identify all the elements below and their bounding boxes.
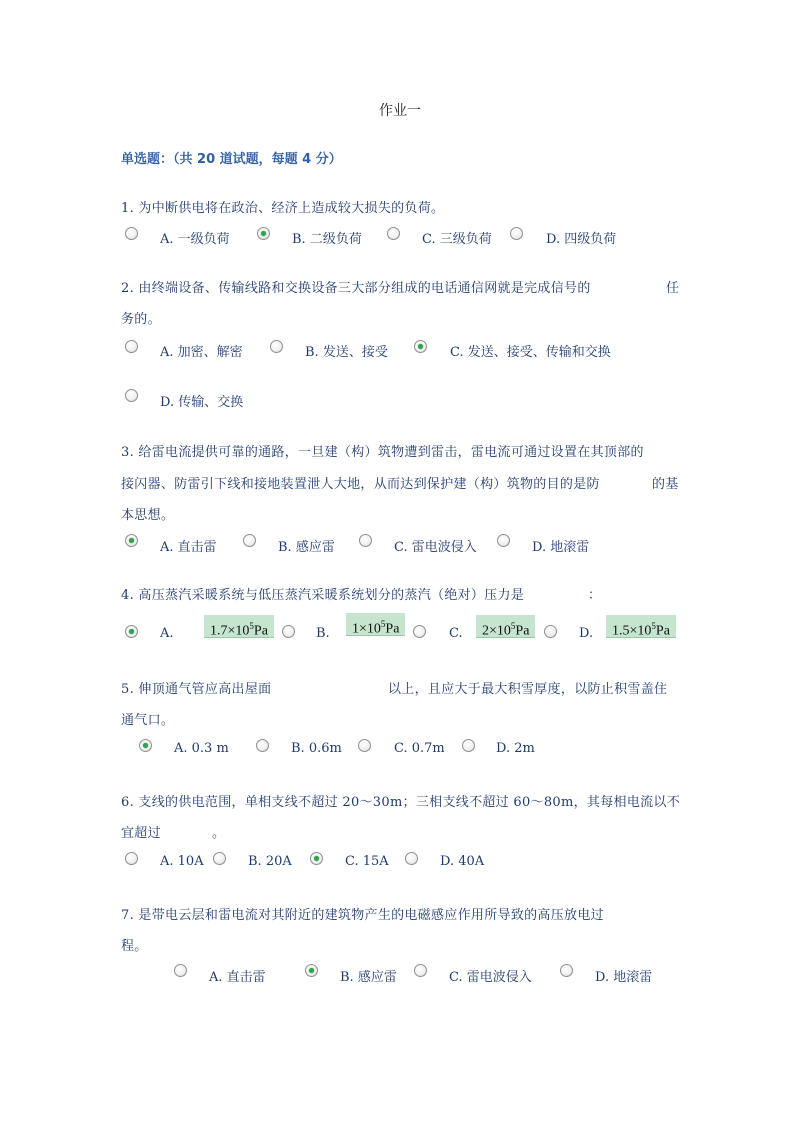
q6-option-c-radio[interactable]: [310, 852, 323, 865]
question-2-text-line2: 务的。: [121, 312, 161, 327]
q7-option-d-label: D. 地滚雷: [595, 970, 653, 985]
q4-option-a-label: A.: [160, 626, 174, 641]
q5-option-b-label: B. 0.6m: [291, 741, 342, 756]
q6-option-d-radio[interactable]: [405, 852, 418, 865]
q6-option-c-label: C. 15A: [345, 854, 389, 869]
page-title: 作业一: [379, 103, 421, 119]
q4-option-a-radio[interactable]: [125, 625, 138, 638]
q5-option-d-radio[interactable]: [462, 739, 475, 752]
q3-option-c-radio[interactable]: [359, 534, 372, 547]
question-6-text-line2: 宜超过: [121, 826, 161, 841]
q5-option-b-radio[interactable]: [256, 739, 269, 752]
question-3-text-line2-end: 的基: [652, 477, 679, 492]
section-heading: 单选题：（共 20 道试题，每题 4 分）: [121, 152, 342, 167]
question-6-text-line1: 6. 支线的供电范围，单相支线不超过 20～30m；三相支线不超过 60～80m，其每相电流以不: [121, 795, 681, 810]
q2-option-a-label: A. 加密、解密: [160, 345, 243, 360]
q4-option-c-label: C.: [449, 626, 463, 641]
q4-option-d-radio[interactable]: [544, 625, 557, 638]
question-6-text-line2-end: 。: [212, 826, 226, 841]
question-3-text-line2: 接闪器、防雷引下线和接地装置泄人大地，从而达到保护建（构）筑物的目的是防: [121, 477, 600, 492]
q5-option-c-label: C. 0.7m: [394, 741, 445, 756]
q2-option-d-radio[interactable]: [125, 389, 138, 402]
question-2-text-line1: 2. 由终端设备、传输线路和交换设备三大部分组成的电话通信网就是完成信号的: [121, 281, 591, 296]
question-5-text-line1-end: 以上，且应大于最大积雪厚度，以防止积雪盖住: [388, 682, 668, 697]
q4-option-b-value: $1\times 10^5Pa$: [346, 613, 405, 636]
q2-option-a-radio[interactable]: [125, 340, 138, 353]
q2-option-c-radio[interactable]: [414, 340, 427, 353]
question-4-colon: ：: [588, 588, 602, 603]
question-3-text-line1: 3. 给雷电流提供可靠的通路，一旦建（构）筑物遭到雷击，雷电流可通过设置在其顶部的: [121, 445, 644, 460]
question-7-text-line2: 程。: [121, 939, 148, 954]
question-7-text-line1: 7. 是带电云层和雷电流对其附近的建筑物产生的电磁感应作用所导致的高压放电过: [121, 908, 604, 923]
q1-option-a-label: A. 一级负荷: [160, 232, 230, 247]
q4-option-d-value: $1.5\times 10^5Pa$: [606, 615, 676, 638]
q1-option-d-radio[interactable]: [510, 227, 523, 240]
q2-option-c-label: C. 发送、接受、传输和交换: [450, 345, 611, 360]
q3-option-a-radio[interactable]: [125, 534, 138, 547]
q2-option-d-label: D. 传输、交换: [160, 395, 244, 410]
q6-option-a-radio[interactable]: [125, 852, 138, 865]
q2-option-b-label: B. 发送、接受: [305, 345, 388, 360]
q6-option-b-label: B. 20A: [248, 854, 292, 869]
q1-option-b-radio[interactable]: [257, 227, 270, 240]
q7-option-b-radio[interactable]: [305, 964, 318, 977]
q3-option-a-label: A. 直击雷: [160, 540, 217, 555]
q1-option-c-label: C. 三级负荷: [422, 232, 492, 247]
q7-option-d-radio[interactable]: [560, 964, 573, 977]
q3-option-d-label: D. 地滚雷: [532, 540, 590, 555]
q1-option-b-label: B. 二级负荷: [292, 232, 362, 247]
q2-option-b-radio[interactable]: [270, 340, 283, 353]
q4-option-c-value: $2\times 10^5Pa$: [476, 615, 535, 638]
q5-option-a-label: A. 0.3 m: [174, 741, 229, 756]
q1-option-c-radio[interactable]: [387, 227, 400, 240]
q4-option-c-radio[interactable]: [413, 625, 426, 638]
q3-option-c-label: C. 雷电波侵入: [394, 540, 477, 555]
q7-option-b-label: B. 感应雷: [340, 970, 397, 985]
q3-option-d-radio[interactable]: [497, 534, 510, 547]
question-5-text-line2: 通气口。: [121, 713, 175, 728]
q5-option-c-radio[interactable]: [358, 739, 371, 752]
q1-option-a-radio[interactable]: [125, 227, 138, 240]
q3-option-b-label: B. 感应雷: [278, 540, 335, 555]
q4-option-b-radio[interactable]: [282, 625, 295, 638]
q5-option-a-radio[interactable]: [139, 739, 152, 752]
q5-option-d-label: D. 2m: [496, 741, 535, 756]
q4-option-d-label: D.: [579, 626, 594, 641]
q6-option-b-radio[interactable]: [213, 852, 226, 865]
q6-option-d-label: D. 40A: [440, 854, 485, 869]
q3-option-b-radio[interactable]: [243, 534, 256, 547]
q7-option-a-radio[interactable]: [174, 964, 187, 977]
question-3-text-line3: 本思想。: [121, 508, 175, 523]
q1-option-d-label: D. 四级负荷: [546, 232, 617, 247]
q7-option-a-label: A. 直击雷: [209, 970, 266, 985]
q7-option-c-radio[interactable]: [414, 964, 427, 977]
q4-option-b-label: B.: [316, 626, 330, 641]
question-1-text: 1. 为中断供电将在政治、经济上造成较大损失的负荷。: [121, 201, 445, 216]
question-2-text-line1-end: 任: [666, 281, 680, 296]
question-4-text: 4. 高压蒸汽采暖系统与低压蒸汽采暖系统划分的蒸汽（绝对）压力是: [121, 588, 525, 603]
q4-option-a-value: $1.7\times 10^5Pa$: [204, 615, 274, 638]
q6-option-a-label: A. 10A: [160, 854, 204, 869]
q7-option-c-label: C. 雷电波侵入: [449, 970, 532, 985]
question-5-text-line1: 5. 伸顶通气管应高出屋面: [121, 682, 272, 697]
